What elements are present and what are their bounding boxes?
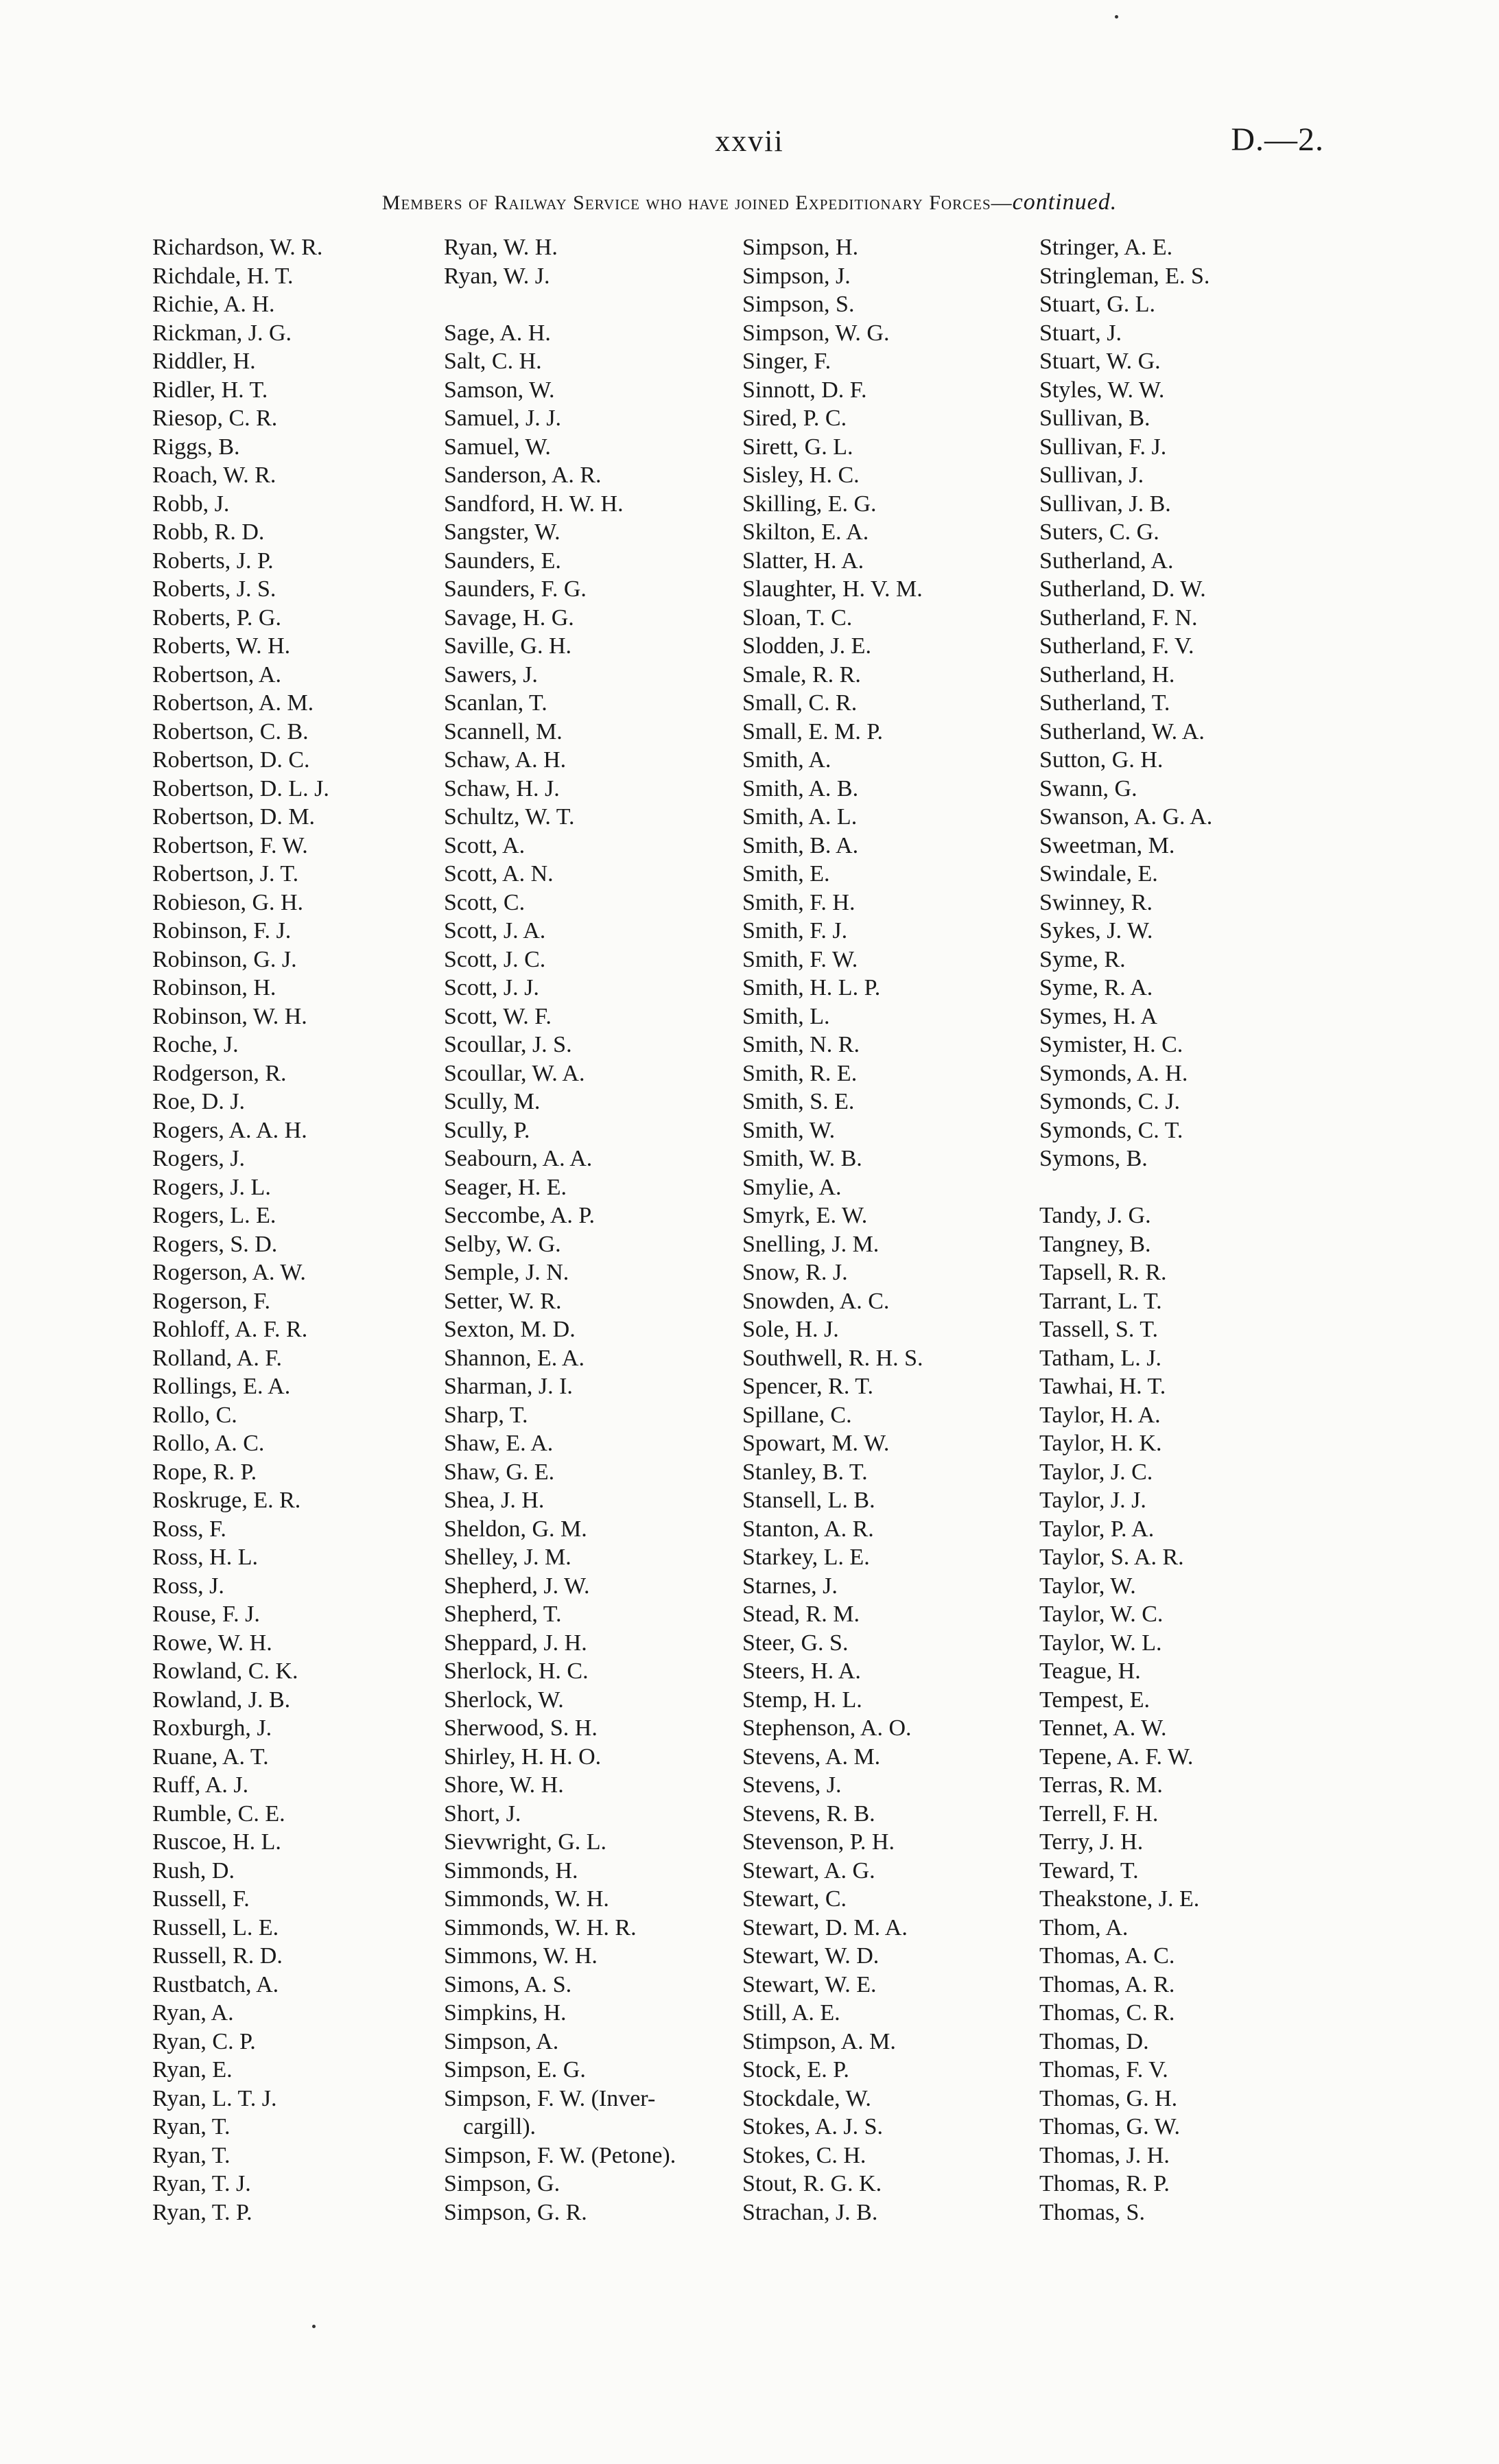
name-entry: Sullivan, J. bbox=[1039, 462, 1144, 488]
name-column-1 bbox=[152, 233, 329, 2227]
name-entry: Smale, R. R. bbox=[742, 661, 861, 688]
name-entry: Sutherland, W. A. bbox=[1039, 718, 1205, 744]
name-entry: Sloan, T. C. bbox=[742, 605, 853, 631]
name-entry: Ryan, T. J. bbox=[152, 2171, 251, 2196]
name-entry: Spillane, C. bbox=[742, 1402, 852, 1428]
name-entry: Robertson, C. B. bbox=[152, 718, 309, 744]
name-entry: Simpson, F. W. (Inver- bbox=[444, 2085, 656, 2111]
name-entry: Scott, A. N. bbox=[444, 861, 554, 887]
name-entry: Rohloff, A. F. R. bbox=[152, 1317, 308, 1342]
name-entry: Syme, R. A. bbox=[1039, 975, 1153, 1000]
name-entry: Snow, R. J. bbox=[742, 1260, 848, 1285]
name-entry: Robertson, D. M. bbox=[152, 804, 316, 830]
name-entry: Rope, R. P. bbox=[152, 1459, 257, 1485]
name-entry: Smith, E. bbox=[742, 861, 830, 887]
name-entry: Rolland, A. F. bbox=[152, 1345, 283, 1371]
name-entry: Tassell, S. T. bbox=[1039, 1317, 1158, 1342]
name-entry: Thomas, A. C. bbox=[1039, 1943, 1175, 1969]
name-entry: Robertson, F. W. bbox=[152, 832, 308, 858]
name-entry: Sutherland, H. bbox=[1039, 661, 1175, 688]
name-entry: Sharp, T. bbox=[444, 1402, 528, 1428]
name-entry: Sutherland, F. N. bbox=[1039, 605, 1198, 631]
name-entry: Roskruge, E. R. bbox=[152, 1488, 301, 1513]
name-entry: Smith, A. L. bbox=[742, 804, 858, 830]
name-entry: Stevens, R. B. bbox=[742, 1800, 875, 1827]
name-entry: Tepene, A. F. W. bbox=[1039, 1744, 1194, 1770]
name-entry: Sherwood, S. H. bbox=[444, 1715, 598, 1741]
name-entry: Rickman, J. G. bbox=[152, 320, 292, 346]
name-entry: Stock, E. P. bbox=[742, 2057, 849, 2082]
name-entry: Sired, P. C. bbox=[742, 406, 847, 431]
name-entry: Smith, B. A. bbox=[742, 832, 859, 858]
name-entry: Swindale, E. bbox=[1039, 861, 1158, 887]
name-entry: Rogerson, A. W. bbox=[152, 1260, 306, 1285]
name-entry: Sangster, W. bbox=[444, 519, 560, 545]
name-entry: Stanton, A. R. bbox=[742, 1516, 874, 1542]
name-entry: Semple, J. N. bbox=[444, 1260, 569, 1285]
name-entry: Swanson, A. G. A. bbox=[1039, 804, 1213, 830]
name-entry: Ryan, T. P. bbox=[152, 2199, 252, 2225]
name-entry: Ridler, H. T. bbox=[152, 377, 268, 403]
name-entry: Simpson, H. bbox=[742, 235, 859, 260]
name-entry: Slaughter, H. V. M. bbox=[742, 576, 923, 602]
name-entry: Scoullar, J. S. bbox=[444, 1032, 572, 1057]
name-entry: Ryan, L. T. J. bbox=[152, 2085, 277, 2111]
name-entry: Smith, W. bbox=[742, 1117, 836, 1143]
name-entry: Salt, C. H. bbox=[444, 349, 542, 374]
name-entry: Stuart, W. G. bbox=[1039, 349, 1161, 374]
name-entry: Simmons, W. H. bbox=[444, 1943, 598, 1969]
name-entry: Roberts, W. H. bbox=[152, 633, 291, 659]
name-entry: Spencer, R. T. bbox=[742, 1374, 873, 1399]
name-entry: Samuel, W. bbox=[444, 434, 551, 460]
name-entry: Schaw, A. H. bbox=[444, 747, 567, 773]
heading-title: Members of Railway Service who have joined Expeditionary Forces— bbox=[381, 191, 1013, 214]
name-entry: Sinnott, D. F. bbox=[742, 377, 867, 403]
name-entry: Sweetman, M. bbox=[1039, 832, 1175, 858]
name-entry: Tandy, J. G. bbox=[1039, 1203, 1151, 1228]
name-entry: Stewart, D. M. A. bbox=[742, 1914, 908, 1940]
name-entry: Steers, H. A. bbox=[742, 1658, 861, 1684]
name-entry: Sisley, H. C. bbox=[742, 462, 860, 488]
name-entry: Rowland, C. K. bbox=[152, 1658, 298, 1684]
name-entry: Stead, R. M. bbox=[742, 1601, 860, 1627]
name-entry: Taylor, J. J. bbox=[1039, 1488, 1146, 1513]
name-entry: Syme, R. bbox=[1039, 946, 1126, 972]
name-entry: Taylor, S. A. R. bbox=[1039, 1545, 1184, 1570]
name-entry: Ryan, A. bbox=[152, 2000, 234, 2026]
name-entry: Smith, L. bbox=[742, 1003, 830, 1029]
name-entry: Sutherland, T. bbox=[1039, 690, 1170, 716]
page-heading bbox=[0, 189, 1499, 215]
name-entry: Smith, F. W. bbox=[742, 946, 858, 972]
speck-mark bbox=[312, 2325, 316, 2328]
name-entry: Thom, A. bbox=[1039, 1914, 1129, 1940]
name-entry: Robinson, G. J. bbox=[152, 946, 297, 972]
name-entry: Rumble, C. E. bbox=[152, 1800, 285, 1827]
name-entry: Robertson, D. L. J. bbox=[152, 775, 329, 801]
name-entry: Ross, F. bbox=[152, 1516, 226, 1542]
name-entry: Tempest, E. bbox=[1039, 1687, 1150, 1713]
name-entry: Scoullar, W. A. bbox=[444, 1060, 585, 1086]
name-entry: Simpson, W. G. bbox=[742, 320, 890, 346]
name-entry: Rogers, A. A. H. bbox=[152, 1117, 307, 1143]
name-entry: Rouse, F. J. bbox=[152, 1601, 260, 1627]
name-entry: Sheldon, G. M. bbox=[444, 1516, 587, 1542]
name-entry: Sullivan, B. bbox=[1039, 406, 1150, 431]
name-entry: Stout, R. G. K. bbox=[742, 2171, 882, 2196]
name-entry: Richardson, W. R. bbox=[152, 235, 323, 260]
name-entry: Still, A. E. bbox=[742, 2000, 840, 2026]
name-entry: Stevens, A. M. bbox=[742, 1744, 881, 1770]
name-entry: Stephenson, A. O. bbox=[742, 1715, 912, 1741]
name-entry: Stokes, C. H. bbox=[742, 2142, 866, 2168]
name-entry: Symonds, A. H. bbox=[1039, 1060, 1188, 1086]
name-entry: Russell, F. bbox=[152, 1886, 250, 1912]
name-entry: Snowden, A. C. bbox=[742, 1288, 890, 1314]
name-entry: Stansell, L. B. bbox=[742, 1488, 875, 1513]
name-entry: Roberts, P. G. bbox=[152, 605, 281, 631]
name-entry: Richie, A. H. bbox=[152, 292, 275, 317]
name-entry: Samson, W. bbox=[444, 377, 555, 403]
name-entry: Stewart, C. bbox=[742, 1886, 847, 1912]
name-entry: Southwell, R. H. S. bbox=[742, 1345, 923, 1371]
name-column-2 bbox=[444, 233, 676, 2227]
name-entry: Symister, H. C. bbox=[1039, 1032, 1183, 1057]
name-entry: Sutherland, D. W. bbox=[1039, 576, 1206, 602]
name-entry: Ryan, T. bbox=[152, 2114, 231, 2139]
name-entry: Rollo, C. bbox=[152, 1402, 237, 1428]
name-entry: Scully, P. bbox=[444, 1117, 530, 1143]
name-entry: Small, E. M. P. bbox=[742, 718, 883, 744]
name-entry: Simpson, E. G. bbox=[444, 2057, 586, 2082]
name-entry: Short, J. bbox=[444, 1800, 521, 1827]
name-entry: Simons, A. S. bbox=[444, 1971, 572, 1997]
name-entry: Smith, W. B. bbox=[742, 1146, 862, 1171]
name-entry: Samuel, J. J. bbox=[444, 406, 561, 431]
name-entry: Thomas, G. H. bbox=[1039, 2085, 1178, 2111]
name-entry: Scott, A. bbox=[444, 832, 526, 858]
name-entry: Smith, A. bbox=[742, 747, 831, 773]
name-entry: Skilling, E. G. bbox=[742, 491, 877, 517]
name-entry: Theakstone, J. E. bbox=[1039, 1886, 1200, 1912]
name-entry: Symonds, C. J. bbox=[1039, 1089, 1180, 1114]
name-entry: Rush, D. bbox=[152, 1857, 235, 1884]
name-entry: Starkey, L. E. bbox=[742, 1545, 870, 1570]
name-entry: Tarrant, L. T. bbox=[1039, 1288, 1162, 1314]
name-entry: Seccombe, A. P. bbox=[444, 1203, 595, 1228]
name-entry: Stuart, G. L. bbox=[1039, 292, 1156, 317]
name-entry: Rogers, S. D. bbox=[152, 1231, 278, 1257]
name-entry: Tangney, B. bbox=[1039, 1231, 1151, 1257]
name-entry: Rogers, J. bbox=[152, 1146, 246, 1171]
name-entry: Robieson, G. H. bbox=[152, 889, 304, 915]
name-entry: Sievwright, G. L. bbox=[444, 1829, 607, 1855]
name-entry: Shea, J. H. bbox=[444, 1488, 545, 1513]
name-entry: Rogers, L. E. bbox=[152, 1203, 276, 1228]
name-entry: Snelling, J. M. bbox=[742, 1231, 880, 1257]
name-entry: Sherlock, W. bbox=[444, 1687, 564, 1713]
name-entry: Tennet, A. W. bbox=[1039, 1715, 1167, 1741]
name-entry: Robertson, D. C. bbox=[152, 747, 310, 773]
name-entry: Sirett, G. L. bbox=[742, 434, 853, 460]
name-entry: Smith, R. E. bbox=[742, 1060, 858, 1086]
name-entry: Spowart, M. W. bbox=[742, 1431, 890, 1456]
name-entry: Smyrk, E. W. bbox=[742, 1203, 868, 1228]
name-entry: Taylor, H. A. bbox=[1039, 1402, 1161, 1428]
name-entry: Riggs, B. bbox=[152, 434, 240, 460]
name-entry: Stevens, J. bbox=[742, 1772, 842, 1798]
name-entry: Teague, H. bbox=[1039, 1658, 1141, 1684]
name-entry: Saville, G. H. bbox=[444, 633, 572, 659]
name-entry: Smith, A. B. bbox=[742, 775, 859, 801]
name-entry: Slodden, J. E. bbox=[742, 633, 871, 659]
document-reference: D.—2. bbox=[1231, 121, 1324, 158]
name-entry: Ruane, A. T. bbox=[152, 1744, 269, 1770]
name-entry: Smith, F. J. bbox=[742, 918, 848, 943]
name-entry: Steer, G. S. bbox=[742, 1630, 849, 1656]
name-entry: Ryan, E. bbox=[152, 2057, 233, 2082]
name-entry: Scott, J. C. bbox=[444, 946, 546, 972]
name-entry: Styles, W. W. bbox=[1039, 377, 1165, 403]
name-entry: Simpson, G. bbox=[444, 2171, 560, 2196]
name-entry: Rowe, W. H. bbox=[152, 1630, 272, 1656]
name-entry: Saunders, E. bbox=[444, 548, 561, 574]
name-entry: Simpson, F. W. (Petone). bbox=[444, 2142, 676, 2168]
name-entry: Russell, R. D. bbox=[152, 1943, 283, 1969]
name-entry: Robertson, A. bbox=[152, 661, 281, 688]
name-entry: Simmonds, H. bbox=[444, 1857, 578, 1884]
name-entry: Sanderson, A. R. bbox=[444, 462, 602, 488]
name-entry: Schultz, W. T. bbox=[444, 804, 575, 830]
name-entry: Rogers, J. L. bbox=[152, 1174, 271, 1200]
name-entry: Shepherd, T. bbox=[444, 1601, 562, 1627]
name-entry: Sutherland, A. bbox=[1039, 548, 1174, 574]
name-entry: Slatter, H. A. bbox=[742, 548, 864, 574]
name-entry: Schaw, H. J. bbox=[444, 775, 560, 801]
name-entry: cargill). bbox=[463, 2114, 536, 2139]
name-entry: Ryan, W. H. bbox=[444, 235, 558, 260]
name-entry: Stringer, A. E. bbox=[1039, 235, 1173, 260]
name-entry: Stimpson, A. M. bbox=[742, 2028, 896, 2054]
name-entry: Sexton, M. D. bbox=[444, 1317, 576, 1342]
name-entry: Symons, B. bbox=[1039, 1146, 1148, 1171]
name-entry: Stringleman, E. S. bbox=[1039, 263, 1210, 289]
name-entry: Robb, J. bbox=[152, 491, 230, 517]
name-entry: Sandford, H. W. H. bbox=[444, 491, 624, 517]
name-entry: Stanley, B. T. bbox=[742, 1459, 868, 1485]
name-entry: Seabourn, A. A. bbox=[444, 1146, 593, 1171]
name-entry: Tawhai, H. T. bbox=[1039, 1374, 1166, 1399]
name-entry: Sykes, J. W. bbox=[1039, 918, 1153, 943]
name-entry: Taylor, W. L. bbox=[1039, 1630, 1162, 1656]
name-entry: Stewart, W. E. bbox=[742, 1971, 877, 1997]
name-entry: Terras, R. M. bbox=[1039, 1772, 1163, 1798]
name-entry: Riddler, H. bbox=[152, 349, 256, 374]
name-entry: Taylor, J. C. bbox=[1039, 1459, 1153, 1485]
name-entry: Taylor, H. K. bbox=[1039, 1431, 1162, 1456]
name-entry: Stewart, A. G. bbox=[742, 1857, 875, 1884]
name-entry: Scully, M. bbox=[444, 1089, 541, 1114]
name-entry: Scannell, M. bbox=[444, 718, 563, 744]
name-entry: Savage, H. G. bbox=[444, 605, 574, 631]
name-entry: Starnes, J. bbox=[742, 1573, 838, 1599]
page-number: xxvii bbox=[715, 124, 784, 158]
name-entry: Scott, J. J. bbox=[444, 975, 539, 1000]
name-entry: Stuart, J. bbox=[1039, 320, 1122, 346]
name-entry: Robinson, W. H. bbox=[152, 1003, 307, 1029]
name-entry: Sharman, J. I. bbox=[444, 1374, 573, 1399]
name-entry: Ryan, T. bbox=[152, 2142, 231, 2168]
name-entry: Shaw, G. E. bbox=[444, 1459, 555, 1485]
name-entry: Rollings, E. A. bbox=[152, 1374, 291, 1399]
name-entry: Stewart, W. D. bbox=[742, 1943, 880, 1969]
name-column-3 bbox=[742, 233, 923, 2227]
name-entry: Skilton, E. A. bbox=[742, 519, 869, 545]
name-entry: Robinson, F. J. bbox=[152, 918, 292, 943]
name-entry: Selby, W. G. bbox=[444, 1231, 561, 1257]
name-entry: Terrell, F. H. bbox=[1039, 1800, 1159, 1827]
name-entry: Simpson, A. bbox=[444, 2028, 559, 2054]
name-entry: Rollo, A. C. bbox=[152, 1431, 265, 1456]
name-entry: Seager, H. E. bbox=[444, 1174, 567, 1200]
name-entry: Roche, J. bbox=[152, 1032, 239, 1057]
name-entry: Sherlock, H. C. bbox=[444, 1658, 589, 1684]
name-entry: Scott, J. A. bbox=[444, 918, 546, 943]
name-entry: Saunders, F. G. bbox=[444, 576, 587, 602]
name-entry: Smith, N. R. bbox=[742, 1032, 860, 1057]
name-entry: Roach, W. R. bbox=[152, 462, 276, 488]
name-entry: Sole, H. J. bbox=[742, 1317, 839, 1342]
name-entry: Setter, W. R. bbox=[444, 1288, 562, 1314]
name-column-4 bbox=[1039, 233, 1212, 2227]
name-entry: Russell, L. E. bbox=[152, 1914, 279, 1940]
heading-continued: continued. bbox=[1012, 189, 1118, 215]
name-entry: Smith, S. E. bbox=[742, 1089, 855, 1114]
name-entry: Strachan, J. B. bbox=[742, 2199, 878, 2225]
name-entry: Thomas, A. R. bbox=[1039, 1971, 1175, 1997]
name-entry: Robinson, H. bbox=[152, 975, 276, 1000]
name-entry: Smylie, A. bbox=[742, 1174, 842, 1200]
name-entry: Taylor, W. bbox=[1039, 1573, 1136, 1599]
name-entry: Swinney, R. bbox=[1039, 889, 1153, 915]
name-entry: Shaw, E. A. bbox=[444, 1431, 554, 1456]
name-entry: Taylor, P. A. bbox=[1039, 1516, 1155, 1542]
name-entry: Shirley, H. H. O. bbox=[444, 1744, 602, 1770]
name-entry: Simpson, G. R. bbox=[444, 2199, 587, 2225]
name-entry: Roxburgh, J. bbox=[152, 1715, 272, 1741]
name-entry: Terry, J. H. bbox=[1039, 1829, 1144, 1855]
name-entry: Suters, C. G. bbox=[1039, 519, 1159, 545]
name-entry: Tapsell, R. R. bbox=[1039, 1260, 1167, 1285]
name-entry: Smith, F. H. bbox=[742, 889, 855, 915]
name-entry: Thomas, D. bbox=[1039, 2028, 1149, 2054]
name-entry: Thomas, C. R. bbox=[1039, 2000, 1175, 2026]
name-entry: Stevenson, P. H. bbox=[742, 1829, 895, 1855]
name-entry: Tatham, L. J. bbox=[1039, 1345, 1161, 1371]
name-entry: Robertson, J. T. bbox=[152, 861, 299, 887]
name-entry: Rustbatch, A. bbox=[152, 1971, 279, 1997]
name-entry: Stokes, A. J. S. bbox=[742, 2114, 883, 2139]
name-entry: Richdale, H. T. bbox=[152, 263, 294, 289]
name-entry: Thomas, S. bbox=[1039, 2199, 1145, 2225]
name-entry: Sullivan, F. J. bbox=[1039, 434, 1167, 460]
name-entry: Ruscoe, H. L. bbox=[152, 1829, 281, 1855]
name-entry: Symes, H. A bbox=[1039, 1003, 1157, 1029]
name-entry: Scott, W. F. bbox=[444, 1003, 552, 1029]
name-entry: Stockdale, W. bbox=[742, 2085, 871, 2111]
name-entry: Riesop, C. R. bbox=[152, 406, 278, 431]
name-entry: Simmonds, W. H. R. bbox=[444, 1914, 637, 1940]
name-entry: Symonds, C. T. bbox=[1039, 1117, 1183, 1143]
name-entry: Thomas, F. V. bbox=[1039, 2057, 1168, 2082]
name-entry: Rogerson, F. bbox=[152, 1288, 271, 1314]
name-entry: Sutton, G. H. bbox=[1039, 747, 1164, 773]
name-entry: Roberts, J. S. bbox=[152, 576, 276, 602]
name-entry: Robertson, A. M. bbox=[152, 690, 314, 716]
name-entry: Taylor, W. C. bbox=[1039, 1601, 1164, 1627]
name-entry: Sawers, J. bbox=[444, 661, 538, 688]
name-entry: Roe, D. J. bbox=[152, 1089, 246, 1114]
name-entry: Ryan, W. J. bbox=[444, 263, 550, 289]
name-entry: Ruff, A. J. bbox=[152, 1772, 249, 1798]
name-entry: Sheppard, J. H. bbox=[444, 1630, 587, 1656]
name-entry: Small, C. R. bbox=[742, 690, 858, 716]
name-entry: Stemp, H. L. bbox=[742, 1687, 862, 1713]
speck-mark bbox=[1115, 15, 1118, 19]
blank-line bbox=[444, 290, 676, 319]
name-entry: Simmonds, W. H. bbox=[444, 1886, 609, 1912]
name-entry: Roberts, J. P. bbox=[152, 548, 274, 574]
name-entry: Sullivan, J. B. bbox=[1039, 491, 1171, 517]
name-entry: Thomas, J. H. bbox=[1039, 2142, 1170, 2168]
name-entry: Teward, T. bbox=[1039, 1857, 1139, 1884]
name-entry: Thomas, G. W. bbox=[1039, 2114, 1180, 2139]
name-entry: Shelley, J. M. bbox=[444, 1545, 571, 1570]
name-entry: Ross, J. bbox=[152, 1573, 224, 1599]
name-entry: Sage, A. H. bbox=[444, 320, 551, 346]
name-entry: Shore, W. H. bbox=[444, 1772, 564, 1798]
name-entry: Ross, H. L. bbox=[152, 1545, 258, 1570]
name-entry: Simpkins, H. bbox=[444, 2000, 567, 2026]
name-entry: Rodgerson, R. bbox=[152, 1060, 287, 1086]
name-entry: Robb, R. D. bbox=[152, 519, 265, 545]
blank-line bbox=[1039, 1173, 1212, 1202]
name-entry: Simpson, S. bbox=[742, 292, 855, 317]
name-entry: Ryan, C. P. bbox=[152, 2028, 256, 2054]
name-entry: Smith, H. L. P. bbox=[742, 975, 881, 1000]
name-entry: Shepherd, J. W. bbox=[444, 1573, 590, 1599]
name-entry: Simpson, J. bbox=[742, 263, 851, 289]
name-entry: Shannon, E. A. bbox=[444, 1345, 585, 1371]
name-entry: Thomas, R. P. bbox=[1039, 2171, 1170, 2196]
name-entry: Scanlan, T. bbox=[444, 690, 547, 716]
name-entry: Rowland, J. B. bbox=[152, 1687, 291, 1713]
name-entry: Singer, F. bbox=[742, 349, 831, 374]
name-entry: Swann, G. bbox=[1039, 775, 1137, 801]
name-entry: Sutherland, F. V. bbox=[1039, 633, 1194, 659]
name-entry: Scott, C. bbox=[444, 889, 526, 915]
